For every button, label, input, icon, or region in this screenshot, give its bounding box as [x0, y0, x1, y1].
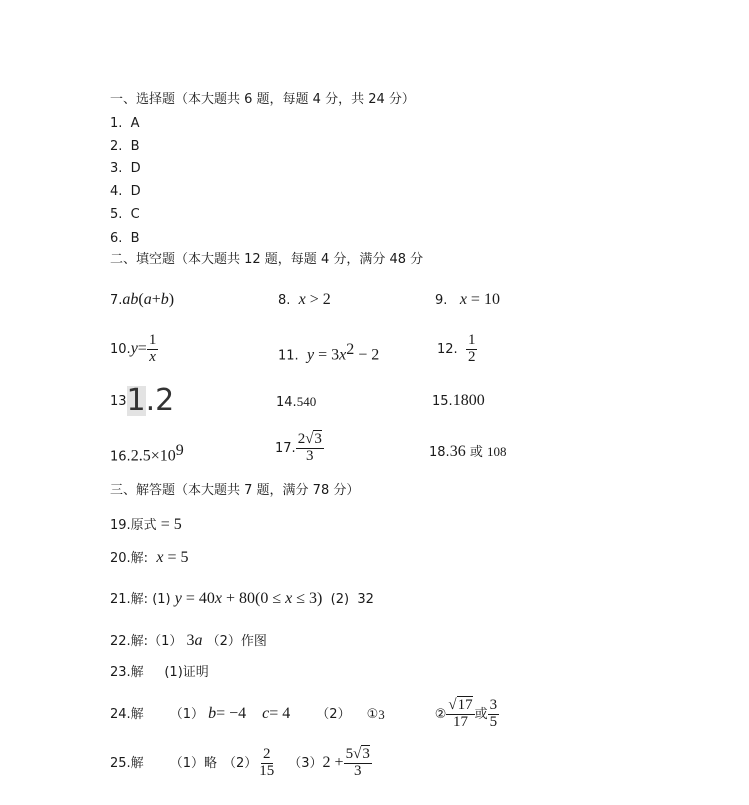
- q2-row: [110, 140, 140, 153]
- q17-coef: 2: [297, 431, 306, 447]
- q6-number: 6.: [110, 231, 123, 246]
- q7-expr-plus: +: [151, 291, 161, 308]
- q9-var: x: [459, 291, 467, 308]
- q13-number: 13: [110, 393, 127, 409]
- q22-coef: 3: [186, 632, 195, 649]
- q8-rest: > 2: [305, 291, 331, 308]
- q4-answer: D: [130, 184, 141, 199]
- q21-part2: (2): [330, 592, 350, 607]
- q24-fraction1: [446, 698, 474, 731]
- q21-var1: x: [214, 590, 223, 607]
- q11-lhs: y: [306, 346, 315, 364]
- q18-value1: 36: [449, 443, 466, 460]
- q24-fraction2-numerator: 3: [489, 697, 498, 713]
- q1-number: 1.: [110, 116, 123, 131]
- q10-fraction: [147, 333, 159, 366]
- q24-c-eq: = 4: [269, 705, 291, 723]
- q11: [278, 342, 379, 363]
- q17-radicand: 3: [314, 431, 322, 447]
- q16: [110, 443, 184, 464]
- q22-part1: （1）: [148, 634, 183, 649]
- q24-circle1: ①: [366, 706, 379, 722]
- q24-circle1-value: 3: [378, 706, 385, 722]
- q22-answer2: 作图: [240, 634, 267, 649]
- q22: [110, 633, 267, 649]
- q15: [432, 393, 485, 409]
- q20-rest: = 5: [163, 549, 189, 566]
- q20-label: 20.解:: [110, 551, 149, 566]
- q13-rest: .2: [145, 383, 175, 418]
- q25-radicand: 3: [362, 746, 370, 762]
- q7-number: 7.: [110, 293, 123, 308]
- q25-fraction3: [344, 747, 372, 780]
- q7-expr-b: b: [160, 291, 169, 308]
- q25-fraction2: [257, 747, 276, 780]
- q25-part3: （3）: [288, 755, 323, 771]
- q4-row: [110, 185, 141, 198]
- q21-expr2: + 80(0 ≤: [222, 590, 286, 607]
- section3-title: 三、解答题（本大题共 7 题，满分 78 分）: [110, 483, 360, 498]
- q17-fraction: [296, 432, 324, 465]
- q19-label: 19.原式: [110, 518, 157, 533]
- q23-label: 23.解: [110, 665, 144, 680]
- q19: [110, 517, 182, 533]
- q24-fraction1-numerator: √17: [448, 697, 473, 713]
- q24: [110, 698, 499, 731]
- q25-coef: 5: [345, 746, 354, 762]
- q23-part1: (1)证明: [164, 665, 209, 680]
- q25-part1: （1）: [169, 755, 204, 771]
- q21-answer2: 32: [357, 592, 374, 607]
- q17: [275, 432, 324, 465]
- q8-number: 8.: [278, 293, 291, 308]
- q11-tail: − 2: [354, 346, 380, 364]
- q24-or: 或: [474, 706, 488, 722]
- q25-fraction2-numerator: 2: [263, 746, 271, 762]
- q13: [110, 383, 175, 418]
- q25-plus: 2 +: [322, 754, 344, 772]
- q22-var: a: [194, 632, 203, 649]
- q14-value: 540: [296, 394, 317, 409]
- q24-fraction2: [488, 698, 500, 731]
- q9: [435, 292, 500, 308]
- q24-label: 24.解: [110, 706, 144, 722]
- q11-var: x: [339, 346, 347, 364]
- q12-number: 12.: [437, 341, 458, 357]
- q17-number: 17.: [275, 440, 296, 456]
- q1-row: [110, 117, 140, 130]
- q24-radicand: 17: [457, 697, 473, 713]
- q4-number: 4.: [110, 184, 123, 199]
- q8-var: x: [298, 291, 306, 308]
- q7-expr-a: a: [143, 291, 152, 308]
- q22-part2: （2）: [206, 634, 241, 649]
- q9-rest: = 10: [466, 291, 500, 308]
- q24-fraction1-denominator: 17: [453, 713, 468, 730]
- q2-number: 2.: [110, 139, 123, 154]
- q12: [437, 333, 477, 366]
- q16-base: 2.5×10: [130, 447, 176, 465]
- section1-title: 一、选择题（本大题共 6 题，每题 4 分，共 24 分）: [110, 92, 415, 107]
- q24-b-eq: = −4: [216, 705, 247, 723]
- q7-expr-rparen: ): [168, 291, 175, 308]
- q25-label: 25.解: [110, 755, 144, 771]
- q14: [276, 395, 316, 409]
- q18-or: 或: [465, 445, 487, 460]
- q24-c: c: [262, 705, 270, 723]
- q20-var: x: [156, 549, 164, 566]
- q15-value: 1800: [452, 392, 485, 409]
- q21-part1: (1): [152, 592, 171, 607]
- q9-number: 9.: [435, 293, 448, 308]
- q11-mid: = 3: [314, 346, 340, 364]
- q20: [110, 550, 188, 566]
- q19-rest: = 5: [156, 516, 182, 533]
- q21-var2: x: [285, 590, 293, 607]
- q24-b: b: [208, 705, 217, 723]
- q2-answer: B: [130, 139, 140, 154]
- q12-fraction: [466, 333, 478, 366]
- q7: [110, 292, 174, 308]
- q5-number: 5.: [110, 207, 123, 222]
- q24-part2: （2）: [316, 706, 351, 722]
- q3-row: [110, 162, 141, 175]
- q15-number: 15.: [432, 394, 453, 409]
- q10-eq: =: [137, 340, 147, 358]
- q25-part2: （2）: [222, 755, 258, 771]
- q21-expr3: ≤ 3): [292, 590, 323, 607]
- q10-denominator: x: [149, 348, 156, 365]
- q14-number: 14.: [276, 395, 297, 410]
- q10-numerator: 1: [148, 332, 157, 348]
- q25-fraction3-numerator: 5√3: [345, 746, 370, 762]
- q25-answer1: 略: [203, 755, 217, 771]
- q10: [110, 333, 158, 366]
- q21-expr1: = 40: [181, 590, 215, 607]
- q21-lhs: y: [174, 590, 182, 607]
- q22-label: 22.解:: [110, 634, 149, 649]
- q25-fraction2-denominator: 15: [259, 762, 275, 779]
- section2-title: 二、填空题（本大题共 12 题，每题 4 分，满分 48 分: [110, 252, 424, 267]
- q25-fraction3-denominator: 3: [353, 762, 362, 779]
- q24-fraction2-denominator: 5: [489, 713, 498, 730]
- q17-numerator: 2√3: [297, 431, 322, 447]
- q23: [110, 666, 209, 679]
- q12-numerator: 1: [467, 332, 476, 348]
- q3-answer: D: [130, 161, 141, 176]
- q18: [429, 444, 506, 460]
- q11-number: 11.: [278, 348, 299, 364]
- q12-denominator: 2: [467, 348, 476, 365]
- q10-lhs: y: [130, 340, 138, 358]
- q16-number: 16.: [110, 449, 131, 465]
- q5-answer: C: [130, 207, 140, 222]
- q1-answer: A: [130, 116, 140, 131]
- q11-exp: 2: [346, 341, 355, 358]
- q7-expr-ab: ab: [122, 291, 139, 308]
- q24-part1: （1）: [169, 706, 204, 722]
- q7-expr-lparen: (: [138, 291, 144, 308]
- q3-number: 3.: [110, 161, 123, 176]
- q6-answer: B: [130, 231, 140, 246]
- q25: [110, 747, 372, 780]
- q6-row: [110, 232, 140, 245]
- q18-number: 18.: [429, 445, 450, 460]
- q17-denominator: 3: [306, 447, 314, 464]
- q16-exp: 9: [175, 442, 184, 459]
- q8: [278, 292, 331, 308]
- q10-number: 10.: [110, 341, 131, 357]
- q21-label: 21.解:: [110, 592, 149, 607]
- q21: [110, 591, 374, 607]
- q5-row: [110, 208, 140, 221]
- q18-value2: 108: [486, 444, 507, 459]
- q13-cursor-char: 1: [126, 383, 146, 418]
- q24-circle2: ②: [434, 706, 447, 722]
